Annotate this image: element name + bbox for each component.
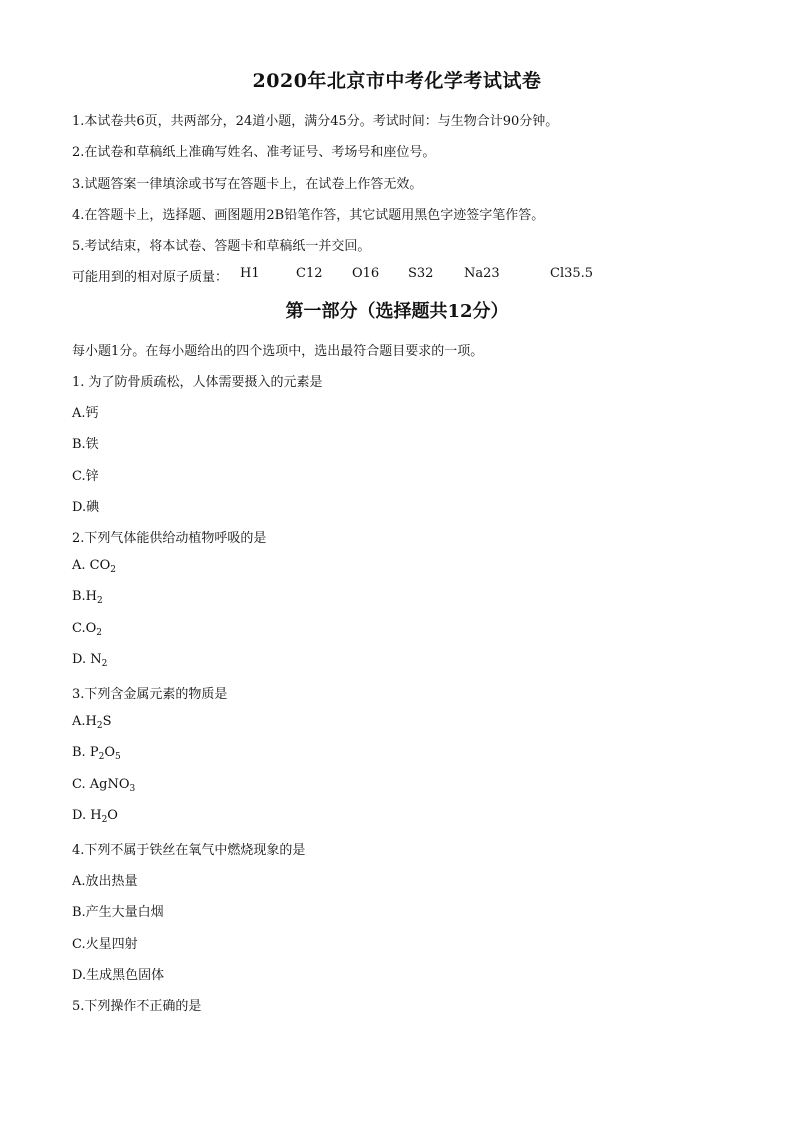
q2-option-b: $B.H_2$ bbox=[72, 589, 103, 606]
question-2-stem: 2.下列气体能供给动植物呼吸的是 bbox=[72, 531, 267, 546]
note-4: 4.在答题卡上，选择题、画图题用2B铅笔作答，其它试题用黑色字迹签字笔作答。 bbox=[72, 208, 545, 223]
mass-cl: Cl35.5 bbox=[550, 266, 594, 281]
question-5-stem: 5.下列操作不正确的是 bbox=[72, 999, 202, 1014]
page-title: 2020年北京市中考化学考试试卷 bbox=[252, 70, 542, 92]
question-1-stem: 1. 为了防骨质疏松，人体需要摄入的元素是 bbox=[72, 375, 323, 390]
mass-c: C12 bbox=[296, 266, 323, 281]
mass-o: O16 bbox=[352, 266, 380, 281]
note-2: 2.在试卷和草稿纸上准确写姓名、准考证号、考场号和座位号。 bbox=[72, 145, 436, 160]
mass-s: S32 bbox=[408, 266, 434, 281]
q4-option-d: D.生成黑色固体 bbox=[72, 968, 165, 983]
q3-option-c: C. AgNO$_3$ bbox=[72, 777, 136, 794]
question-4-stem: 4.下列不属于铁丝在氧气中燃烧现象的是 bbox=[72, 843, 306, 858]
question-3-stem: 3.下列含金属元素的物质是 bbox=[72, 687, 228, 702]
atomic-masses-label: 可能用到的相对原子质量： bbox=[72, 270, 229, 285]
q2-option-d: D. $N_2$ bbox=[72, 652, 108, 669]
q1-option-d: D.碘 bbox=[72, 500, 100, 515]
q3-option-d: D. $H_2O$ bbox=[72, 808, 118, 825]
q4-option-c: C.火星四射 bbox=[72, 937, 138, 952]
mass-na: Na23 bbox=[464, 266, 500, 281]
note-1: 1.本试卷共6页，共两部分，24道小题，满分45分。考试时间：与生物合计90分钟。 bbox=[72, 114, 559, 129]
q3-option-a: $A.H_2S$ bbox=[72, 714, 112, 731]
q1-option-b: B.铁 bbox=[72, 437, 99, 452]
q2-option-c: $C.O_2$ bbox=[72, 621, 103, 638]
mass-h: H1 bbox=[240, 266, 260, 281]
q1-option-a: A.钙 bbox=[72, 406, 99, 421]
q2-option-a: A. $CO_2$ bbox=[72, 558, 116, 575]
q1-option-c: C.锌 bbox=[72, 469, 99, 484]
section-instruction: 每小题1分。在每小题给出的四个选项中，选出最符合题目要求的一项。 bbox=[72, 344, 484, 359]
q4-option-a: A.放出热量 bbox=[72, 874, 138, 889]
atomic-masses bbox=[72, 266, 594, 285]
q3-option-b: B. $P_2O_5$ bbox=[72, 745, 121, 762]
note-3: 3.试题答案一律填涂或书写在答题卡上，在试卷上作答无效。 bbox=[72, 177, 423, 192]
section-title: 第一部分（选择题共12分） bbox=[285, 301, 509, 322]
note-5: 5.考试结束，将本试卷、答题卡和草稿纸一并交回。 bbox=[72, 239, 371, 254]
q4-option-b: B.产生大量白烟 bbox=[72, 905, 164, 920]
